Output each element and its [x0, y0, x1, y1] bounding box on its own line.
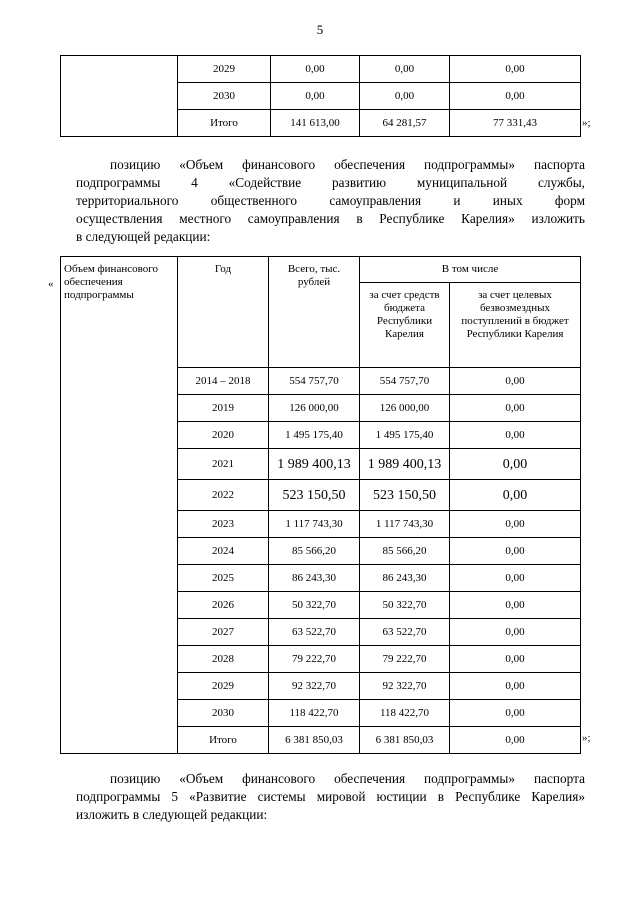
targeted-cell: 0,00 [450, 700, 581, 727]
header-year: Год [178, 257, 269, 368]
regional-cell: 1 495 175,40 [360, 422, 450, 449]
financing-table-continued [60, 55, 581, 137]
regional-cell: 1 989 400,13 [360, 449, 450, 480]
regional-cell: 92 322,70 [360, 673, 450, 700]
regional-cell: 118 422,70 [360, 700, 450, 727]
regional-cell: 85 566,20 [360, 538, 450, 565]
year-cell: 2029 [178, 56, 271, 83]
year-cell: 2020 [178, 422, 269, 449]
total-cell: 126 000,00 [269, 395, 360, 422]
text-line: подпрограммы 5 «Развитие системы мировой юстиции в Республике Карелия» [76, 789, 585, 804]
text-line: позицию «Объем финансового обеспечения подпрограммы» паспорта [110, 771, 585, 786]
total-cell: 63 522,70 [269, 619, 360, 646]
targeted-cell: 0,00 [450, 480, 581, 511]
regional-cell: 126 000,00 [360, 395, 450, 422]
year-cell: 2027 [178, 619, 269, 646]
year-cell: 2026 [178, 592, 269, 619]
total-cell: 0,00 [271, 56, 360, 83]
targeted-cell: 0,00 [450, 83, 581, 110]
targeted-cell: 0,00 [450, 592, 581, 619]
targeted-cell: 0,00 [450, 646, 581, 673]
targeted-cell: 77 331,43 [450, 110, 581, 137]
regional-cell: 63 522,70 [360, 619, 450, 646]
regional-cell: 1 117 743,30 [360, 511, 450, 538]
regional-cell: 523 150,50 [360, 480, 450, 511]
year-cell: 2024 [178, 538, 269, 565]
year-cell: Итого [178, 110, 271, 137]
paragraph-subprogram-4 [76, 156, 585, 246]
year-cell: 2014 – 2018 [178, 368, 269, 395]
header-total: Всего, тыс. рублей [269, 257, 360, 368]
total-cell: 50 322,70 [269, 592, 360, 619]
text-line: территориального общественного самоуправления и иных форм [76, 193, 585, 208]
label-cell [61, 56, 178, 137]
year-cell: 2028 [178, 646, 269, 673]
page-number: 5 [316, 22, 324, 37]
targeted-cell: 0,00 [450, 449, 581, 480]
total-cell: 1 989 400,13 [269, 449, 360, 480]
regional-cell: 86 243,30 [360, 565, 450, 592]
targeted-cell: 0,00 [450, 565, 581, 592]
year-cell: 2022 [178, 480, 269, 511]
targeted-cell: 0,00 [450, 673, 581, 700]
targeted-cell: 0,00 [450, 368, 581, 395]
opening-quote: « [48, 278, 54, 290]
year-cell: 2023 [178, 511, 269, 538]
year-cell: 2021 [178, 449, 269, 480]
header-targeted: за счет целевых безвозмездных поступлений в бюджет Республики Карелия [450, 283, 581, 368]
targeted-cell: 0,00 [450, 395, 581, 422]
targeted-cell: 0,00 [450, 538, 581, 565]
targeted-cell: 0,00 [450, 619, 581, 646]
regional-cell: 0,00 [360, 83, 450, 110]
regional-cell: 554 757,70 [360, 368, 450, 395]
text-line: осуществления местного самоуправления в Республике Карелия» изложить [76, 211, 585, 226]
total-cell: 79 222,70 [269, 646, 360, 673]
year-cell: 2025 [178, 565, 269, 592]
total-cell: 0,00 [271, 83, 360, 110]
regional-cell: 64 281,57 [360, 110, 450, 137]
header-row [61, 257, 581, 283]
year-cell: 2029 [178, 673, 269, 700]
year-cell: Итого [178, 727, 269, 754]
total-cell: 86 243,30 [269, 565, 360, 592]
header-regional: за счет средств бюджета Республики Карелия [360, 283, 450, 368]
total-cell: 6 381 850,03 [269, 727, 360, 754]
text-line: в следующей редакции: [76, 229, 211, 244]
text-line: позицию «Объем финансового обеспечения подпрограммы» паспорта [110, 157, 585, 172]
paragraph-subprogram-5 [76, 770, 585, 824]
targeted-cell: 0,00 [450, 56, 581, 83]
total-cell: 92 322,70 [269, 673, 360, 700]
regional-cell: 0,00 [360, 56, 450, 83]
targeted-cell: 0,00 [450, 511, 581, 538]
header-including: В том числе [360, 257, 581, 283]
total-cell: 1 117 743,30 [269, 511, 360, 538]
table-row [61, 56, 581, 83]
total-cell: 118 422,70 [269, 700, 360, 727]
total-cell: 141 613,00 [271, 110, 360, 137]
regional-cell: 6 381 850,03 [360, 727, 450, 754]
text-line: подпрограммы 4 «Содействие развитию муниципальной службы, [76, 175, 585, 190]
closing-quote: »; [582, 732, 591, 744]
targeted-cell: 0,00 [450, 422, 581, 449]
financing-table-subprogram-4 [60, 256, 581, 754]
targeted-cell: 0,00 [450, 727, 581, 754]
regional-cell: 79 222,70 [360, 646, 450, 673]
year-cell: 2030 [178, 83, 271, 110]
closing-quote: »; [582, 117, 591, 129]
total-cell: 523 150,50 [269, 480, 360, 511]
position-label: Объем финансового обеспечения подпрограммы [61, 257, 178, 754]
total-cell: 554 757,70 [269, 368, 360, 395]
regional-cell: 50 322,70 [360, 592, 450, 619]
text-line: изложить в следующей редакции: [76, 807, 268, 822]
year-cell: 2030 [178, 700, 269, 727]
total-cell: 85 566,20 [269, 538, 360, 565]
total-cell: 1 495 175,40 [269, 422, 360, 449]
year-cell: 2019 [178, 395, 269, 422]
